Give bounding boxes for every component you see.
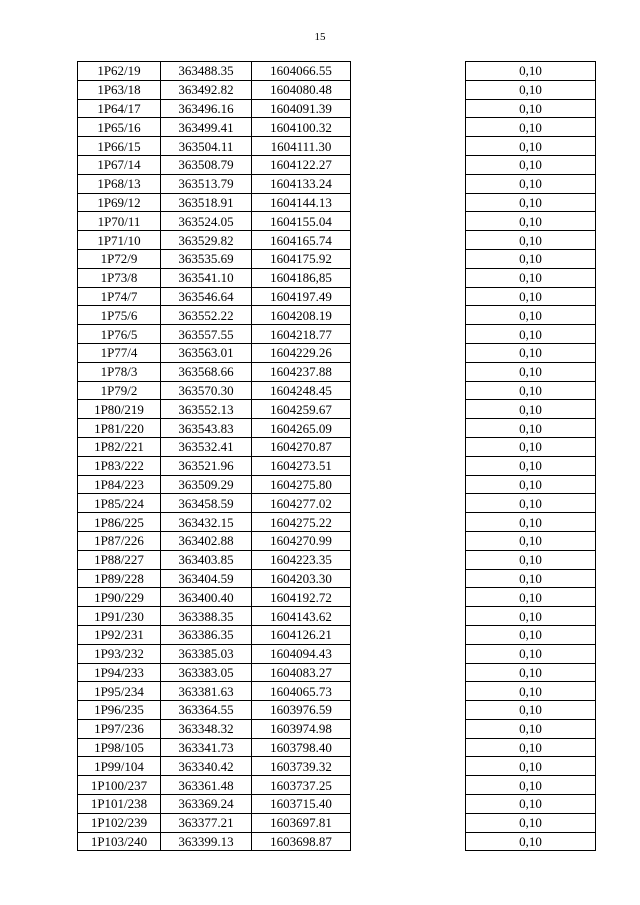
value-cell: 0,10 bbox=[466, 550, 596, 569]
y-coordinate-cell: 1604197.49 bbox=[252, 287, 351, 306]
y-coordinate-cell: 1604091.39 bbox=[252, 99, 351, 118]
blank-cell bbox=[351, 419, 466, 438]
value-cell: 0,10 bbox=[466, 212, 596, 231]
point-id-cell: 1P75/6 bbox=[78, 306, 161, 325]
point-id-cell: 1P87/226 bbox=[78, 531, 161, 550]
y-coordinate-cell: 1604111.30 bbox=[252, 137, 351, 156]
point-id-cell: 1P82/221 bbox=[78, 437, 161, 456]
blank-cell bbox=[351, 381, 466, 400]
point-id-cell: 1P76/5 bbox=[78, 325, 161, 344]
table-row bbox=[78, 795, 596, 814]
x-coordinate-cell: 363402.88 bbox=[161, 531, 252, 550]
blank-cell bbox=[351, 99, 466, 118]
value-cell: 0,10 bbox=[466, 268, 596, 287]
blank-cell bbox=[351, 80, 466, 99]
point-id-cell: 1P93/232 bbox=[78, 644, 161, 663]
value-cell: 0,10 bbox=[466, 513, 596, 532]
blank-cell bbox=[351, 212, 466, 231]
y-coordinate-cell: 1604208.19 bbox=[252, 306, 351, 325]
x-coordinate-cell: 363563.01 bbox=[161, 343, 252, 362]
table-row bbox=[78, 362, 596, 381]
value-cell: 0,10 bbox=[466, 456, 596, 475]
y-coordinate-cell: 1604133.24 bbox=[252, 174, 351, 193]
value-cell: 0,10 bbox=[466, 701, 596, 720]
y-coordinate-cell: 1604192.72 bbox=[252, 588, 351, 607]
y-coordinate-cell: 1604066.55 bbox=[252, 62, 351, 81]
point-id-cell: 1P73/8 bbox=[78, 268, 161, 287]
y-coordinate-cell: 1604277.02 bbox=[252, 494, 351, 513]
value-cell: 0,10 bbox=[466, 343, 596, 362]
y-coordinate-cell: 1604273.51 bbox=[252, 456, 351, 475]
y-coordinate-cell: 1603739.32 bbox=[252, 757, 351, 776]
blank-cell bbox=[351, 287, 466, 306]
table-row bbox=[78, 456, 596, 475]
table-row bbox=[78, 400, 596, 419]
y-coordinate-cell: 1603974.98 bbox=[252, 719, 351, 738]
table-row bbox=[78, 738, 596, 757]
y-coordinate-cell: 1604270.87 bbox=[252, 437, 351, 456]
blank-cell bbox=[351, 550, 466, 569]
blank-cell bbox=[351, 588, 466, 607]
table-row bbox=[78, 268, 596, 287]
table-row bbox=[78, 99, 596, 118]
point-id-cell: 1P85/224 bbox=[78, 494, 161, 513]
table-row bbox=[78, 62, 596, 81]
x-coordinate-cell: 363341.73 bbox=[161, 738, 252, 757]
value-cell: 0,10 bbox=[466, 155, 596, 174]
x-coordinate-cell: 363529.82 bbox=[161, 231, 252, 250]
table-row bbox=[78, 625, 596, 644]
y-coordinate-cell: 1604175.92 bbox=[252, 249, 351, 268]
point-id-cell: 1P64/17 bbox=[78, 99, 161, 118]
table-row bbox=[78, 832, 596, 851]
blank-cell bbox=[351, 663, 466, 682]
table-row bbox=[78, 569, 596, 588]
y-coordinate-cell: 1604237.88 bbox=[252, 362, 351, 381]
point-id-cell: 1P102/239 bbox=[78, 813, 161, 832]
table-row bbox=[78, 813, 596, 832]
y-coordinate-cell: 1604126.21 bbox=[252, 625, 351, 644]
table-row bbox=[78, 193, 596, 212]
x-coordinate-cell: 363557.55 bbox=[161, 325, 252, 344]
table-row bbox=[78, 719, 596, 738]
blank-cell bbox=[351, 701, 466, 720]
x-coordinate-cell: 363377.21 bbox=[161, 813, 252, 832]
y-coordinate-cell: 1604143.62 bbox=[252, 607, 351, 626]
table-row bbox=[78, 343, 596, 362]
table-row bbox=[78, 494, 596, 513]
table-row bbox=[78, 437, 596, 456]
x-coordinate-cell: 363518.91 bbox=[161, 193, 252, 212]
blank-cell bbox=[351, 343, 466, 362]
table-row bbox=[78, 419, 596, 438]
x-coordinate-cell: 363504.11 bbox=[161, 137, 252, 156]
y-coordinate-cell: 1604100.32 bbox=[252, 118, 351, 137]
blank-cell bbox=[351, 738, 466, 757]
y-coordinate-cell: 1604270.99 bbox=[252, 531, 351, 550]
point-id-cell: 1P78/3 bbox=[78, 362, 161, 381]
y-coordinate-cell: 1604275.80 bbox=[252, 475, 351, 494]
x-coordinate-cell: 363364.55 bbox=[161, 701, 252, 720]
x-coordinate-cell: 363570.30 bbox=[161, 381, 252, 400]
point-id-cell: 1P86/225 bbox=[78, 513, 161, 532]
y-coordinate-cell: 1604186,85 bbox=[252, 268, 351, 287]
point-id-cell: 1P91/230 bbox=[78, 607, 161, 626]
x-coordinate-cell: 363492.82 bbox=[161, 80, 252, 99]
value-cell: 0,10 bbox=[466, 249, 596, 268]
point-id-cell: 1P103/240 bbox=[78, 832, 161, 851]
x-coordinate-cell: 363535.69 bbox=[161, 249, 252, 268]
value-cell: 0,10 bbox=[466, 381, 596, 400]
value-cell: 0,10 bbox=[466, 193, 596, 212]
value-cell: 0,10 bbox=[466, 80, 596, 99]
table-row bbox=[78, 513, 596, 532]
table-row bbox=[78, 663, 596, 682]
point-id-cell: 1P70/11 bbox=[78, 212, 161, 231]
y-coordinate-cell: 1604218.77 bbox=[252, 325, 351, 344]
x-coordinate-cell: 363404.59 bbox=[161, 569, 252, 588]
point-id-cell: 1P83/222 bbox=[78, 456, 161, 475]
value-cell: 0,10 bbox=[466, 118, 596, 137]
x-coordinate-cell: 363532.41 bbox=[161, 437, 252, 456]
x-coordinate-cell: 363400.40 bbox=[161, 588, 252, 607]
value-cell: 0,10 bbox=[466, 776, 596, 795]
x-coordinate-cell: 363369.24 bbox=[161, 795, 252, 814]
y-coordinate-cell: 1604248.45 bbox=[252, 381, 351, 400]
x-coordinate-cell: 363552.13 bbox=[161, 400, 252, 419]
blank-cell bbox=[351, 607, 466, 626]
value-cell: 0,10 bbox=[466, 99, 596, 118]
x-coordinate-cell: 363432.15 bbox=[161, 513, 252, 532]
point-id-cell: 1P89/228 bbox=[78, 569, 161, 588]
y-coordinate-cell: 1604229.26 bbox=[252, 343, 351, 362]
blank-cell bbox=[351, 268, 466, 287]
y-coordinate-cell: 1604122.27 bbox=[252, 155, 351, 174]
x-coordinate-cell: 363568.66 bbox=[161, 362, 252, 381]
x-coordinate-cell: 363399.13 bbox=[161, 832, 252, 851]
value-cell: 0,10 bbox=[466, 682, 596, 701]
value-cell: 0,10 bbox=[466, 362, 596, 381]
blank-cell bbox=[351, 231, 466, 250]
x-coordinate-cell: 363546.64 bbox=[161, 287, 252, 306]
x-coordinate-cell: 363385.03 bbox=[161, 644, 252, 663]
x-coordinate-cell: 363386.35 bbox=[161, 625, 252, 644]
value-cell: 0,10 bbox=[466, 306, 596, 325]
y-coordinate-cell: 1604203.30 bbox=[252, 569, 351, 588]
table-row bbox=[78, 776, 596, 795]
table-row bbox=[78, 231, 596, 250]
value-cell: 0,10 bbox=[466, 663, 596, 682]
table-row bbox=[78, 607, 596, 626]
point-id-cell: 1P79/2 bbox=[78, 381, 161, 400]
table-row bbox=[78, 306, 596, 325]
blank-cell bbox=[351, 513, 466, 532]
blank-cell bbox=[351, 306, 466, 325]
blank-cell bbox=[351, 249, 466, 268]
y-coordinate-cell: 1604065.73 bbox=[252, 682, 351, 701]
point-id-cell: 1P95/234 bbox=[78, 682, 161, 701]
table-row bbox=[78, 325, 596, 344]
point-id-cell: 1P92/231 bbox=[78, 625, 161, 644]
table-row bbox=[78, 155, 596, 174]
x-coordinate-cell: 363458.59 bbox=[161, 494, 252, 513]
y-coordinate-cell: 1604144.13 bbox=[252, 193, 351, 212]
y-coordinate-cell: 1603698.87 bbox=[252, 832, 351, 851]
table-row bbox=[78, 757, 596, 776]
point-id-cell: 1P67/14 bbox=[78, 155, 161, 174]
blank-cell bbox=[351, 155, 466, 174]
value-cell: 0,10 bbox=[466, 607, 596, 626]
table-row bbox=[78, 381, 596, 400]
value-cell: 0,10 bbox=[466, 719, 596, 738]
point-id-cell: 1P101/238 bbox=[78, 795, 161, 814]
table-row bbox=[78, 531, 596, 550]
blank-cell bbox=[351, 813, 466, 832]
blank-cell bbox=[351, 174, 466, 193]
page-number: 15 bbox=[314, 31, 326, 43]
table-row bbox=[78, 249, 596, 268]
x-coordinate-cell: 363499.41 bbox=[161, 118, 252, 137]
x-coordinate-cell: 363361.48 bbox=[161, 776, 252, 795]
point-id-cell: 1P71/10 bbox=[78, 231, 161, 250]
y-coordinate-cell: 1603976.59 bbox=[252, 701, 351, 720]
value-cell: 0,10 bbox=[466, 287, 596, 306]
y-coordinate-cell: 1603798.40 bbox=[252, 738, 351, 757]
point-id-cell: 1P62/19 bbox=[78, 62, 161, 81]
point-id-cell: 1P96/235 bbox=[78, 701, 161, 720]
x-coordinate-cell: 363403.85 bbox=[161, 550, 252, 569]
table-row bbox=[78, 287, 596, 306]
table-body bbox=[78, 62, 596, 851]
x-coordinate-cell: 363509.29 bbox=[161, 475, 252, 494]
table-row bbox=[78, 682, 596, 701]
x-coordinate-cell: 363513.79 bbox=[161, 174, 252, 193]
table-row bbox=[78, 475, 596, 494]
x-coordinate-cell: 363552.22 bbox=[161, 306, 252, 325]
y-coordinate-cell: 1604265.09 bbox=[252, 419, 351, 438]
value-cell: 0,10 bbox=[466, 62, 596, 81]
blank-cell bbox=[351, 475, 466, 494]
point-id-cell: 1P77/4 bbox=[78, 343, 161, 362]
x-coordinate-cell: 363543.83 bbox=[161, 419, 252, 438]
point-id-cell: 1P81/220 bbox=[78, 419, 161, 438]
value-cell: 0,10 bbox=[466, 588, 596, 607]
value-cell: 0,10 bbox=[466, 231, 596, 250]
point-id-cell: 1P72/9 bbox=[78, 249, 161, 268]
x-coordinate-cell: 363541.10 bbox=[161, 268, 252, 287]
table-row bbox=[78, 550, 596, 569]
value-cell: 0,10 bbox=[466, 475, 596, 494]
value-cell: 0,10 bbox=[466, 569, 596, 588]
point-id-cell: 1P94/233 bbox=[78, 663, 161, 682]
x-coordinate-cell: 363388.35 bbox=[161, 607, 252, 626]
blank-cell bbox=[351, 569, 466, 588]
value-cell: 0,10 bbox=[466, 644, 596, 663]
value-cell: 0,10 bbox=[466, 813, 596, 832]
y-coordinate-cell: 1603715.40 bbox=[252, 795, 351, 814]
point-id-cell: 1P68/13 bbox=[78, 174, 161, 193]
table-row bbox=[78, 80, 596, 99]
blank-cell bbox=[351, 795, 466, 814]
value-cell: 0,10 bbox=[466, 757, 596, 776]
blank-cell bbox=[351, 682, 466, 701]
point-id-cell: 1P100/237 bbox=[78, 776, 161, 795]
blank-cell bbox=[351, 757, 466, 776]
point-id-cell: 1P69/12 bbox=[78, 193, 161, 212]
x-coordinate-cell: 363496.16 bbox=[161, 99, 252, 118]
blank-cell bbox=[351, 137, 466, 156]
x-coordinate-cell: 363340.42 bbox=[161, 757, 252, 776]
point-id-cell: 1P80/219 bbox=[78, 400, 161, 419]
table-row bbox=[78, 137, 596, 156]
coordinates-table bbox=[77, 61, 596, 851]
y-coordinate-cell: 1604083.27 bbox=[252, 663, 351, 682]
point-id-cell: 1P84/223 bbox=[78, 475, 161, 494]
table-row bbox=[78, 644, 596, 663]
table-row bbox=[78, 588, 596, 607]
value-cell: 0,10 bbox=[466, 531, 596, 550]
blank-cell bbox=[351, 325, 466, 344]
blank-cell bbox=[351, 776, 466, 795]
blank-cell bbox=[351, 193, 466, 212]
y-coordinate-cell: 1604223.35 bbox=[252, 550, 351, 569]
blank-cell bbox=[351, 456, 466, 475]
value-cell: 0,10 bbox=[466, 795, 596, 814]
y-coordinate-cell: 1604155.04 bbox=[252, 212, 351, 231]
point-id-cell: 1P65/16 bbox=[78, 118, 161, 137]
blank-cell bbox=[351, 644, 466, 663]
blank-cell bbox=[351, 437, 466, 456]
value-cell: 0,10 bbox=[466, 174, 596, 193]
table-row bbox=[78, 174, 596, 193]
value-cell: 0,10 bbox=[466, 400, 596, 419]
blank-cell bbox=[351, 494, 466, 513]
point-id-cell: 1P97/236 bbox=[78, 719, 161, 738]
value-cell: 0,10 bbox=[466, 625, 596, 644]
blank-cell bbox=[351, 625, 466, 644]
point-id-cell: 1P74/7 bbox=[78, 287, 161, 306]
table-row bbox=[78, 118, 596, 137]
point-id-cell: 1P90/229 bbox=[78, 588, 161, 607]
x-coordinate-cell: 363508.79 bbox=[161, 155, 252, 174]
table-row bbox=[78, 212, 596, 231]
point-id-cell: 1P98/105 bbox=[78, 738, 161, 757]
x-coordinate-cell: 363524.05 bbox=[161, 212, 252, 231]
blank-cell bbox=[351, 62, 466, 81]
y-coordinate-cell: 1604275.22 bbox=[252, 513, 351, 532]
x-coordinate-cell: 363488.35 bbox=[161, 62, 252, 81]
point-id-cell: 1P63/18 bbox=[78, 80, 161, 99]
value-cell: 0,10 bbox=[466, 325, 596, 344]
point-id-cell: 1P66/15 bbox=[78, 137, 161, 156]
value-cell: 0,10 bbox=[466, 419, 596, 438]
value-cell: 0,10 bbox=[466, 832, 596, 851]
value-cell: 0,10 bbox=[466, 137, 596, 156]
x-coordinate-cell: 363381.63 bbox=[161, 682, 252, 701]
x-coordinate-cell: 363348.32 bbox=[161, 719, 252, 738]
value-cell: 0,10 bbox=[466, 494, 596, 513]
blank-cell bbox=[351, 118, 466, 137]
y-coordinate-cell: 1603697.81 bbox=[252, 813, 351, 832]
y-coordinate-cell: 1604165.74 bbox=[252, 231, 351, 250]
point-id-cell: 1P88/227 bbox=[78, 550, 161, 569]
y-coordinate-cell: 1604094.43 bbox=[252, 644, 351, 663]
blank-cell bbox=[351, 832, 466, 851]
blank-cell bbox=[351, 362, 466, 381]
x-coordinate-cell: 363521.96 bbox=[161, 456, 252, 475]
y-coordinate-cell: 1603737.25 bbox=[252, 776, 351, 795]
point-id-cell: 1P99/104 bbox=[78, 757, 161, 776]
value-cell: 0,10 bbox=[466, 437, 596, 456]
blank-cell bbox=[351, 719, 466, 738]
blank-cell bbox=[351, 400, 466, 419]
table-row bbox=[78, 701, 596, 720]
y-coordinate-cell: 1604259.67 bbox=[252, 400, 351, 419]
value-cell: 0,10 bbox=[466, 738, 596, 757]
y-coordinate-cell: 1604080.48 bbox=[252, 80, 351, 99]
blank-cell bbox=[351, 531, 466, 550]
x-coordinate-cell: 363383.05 bbox=[161, 663, 252, 682]
